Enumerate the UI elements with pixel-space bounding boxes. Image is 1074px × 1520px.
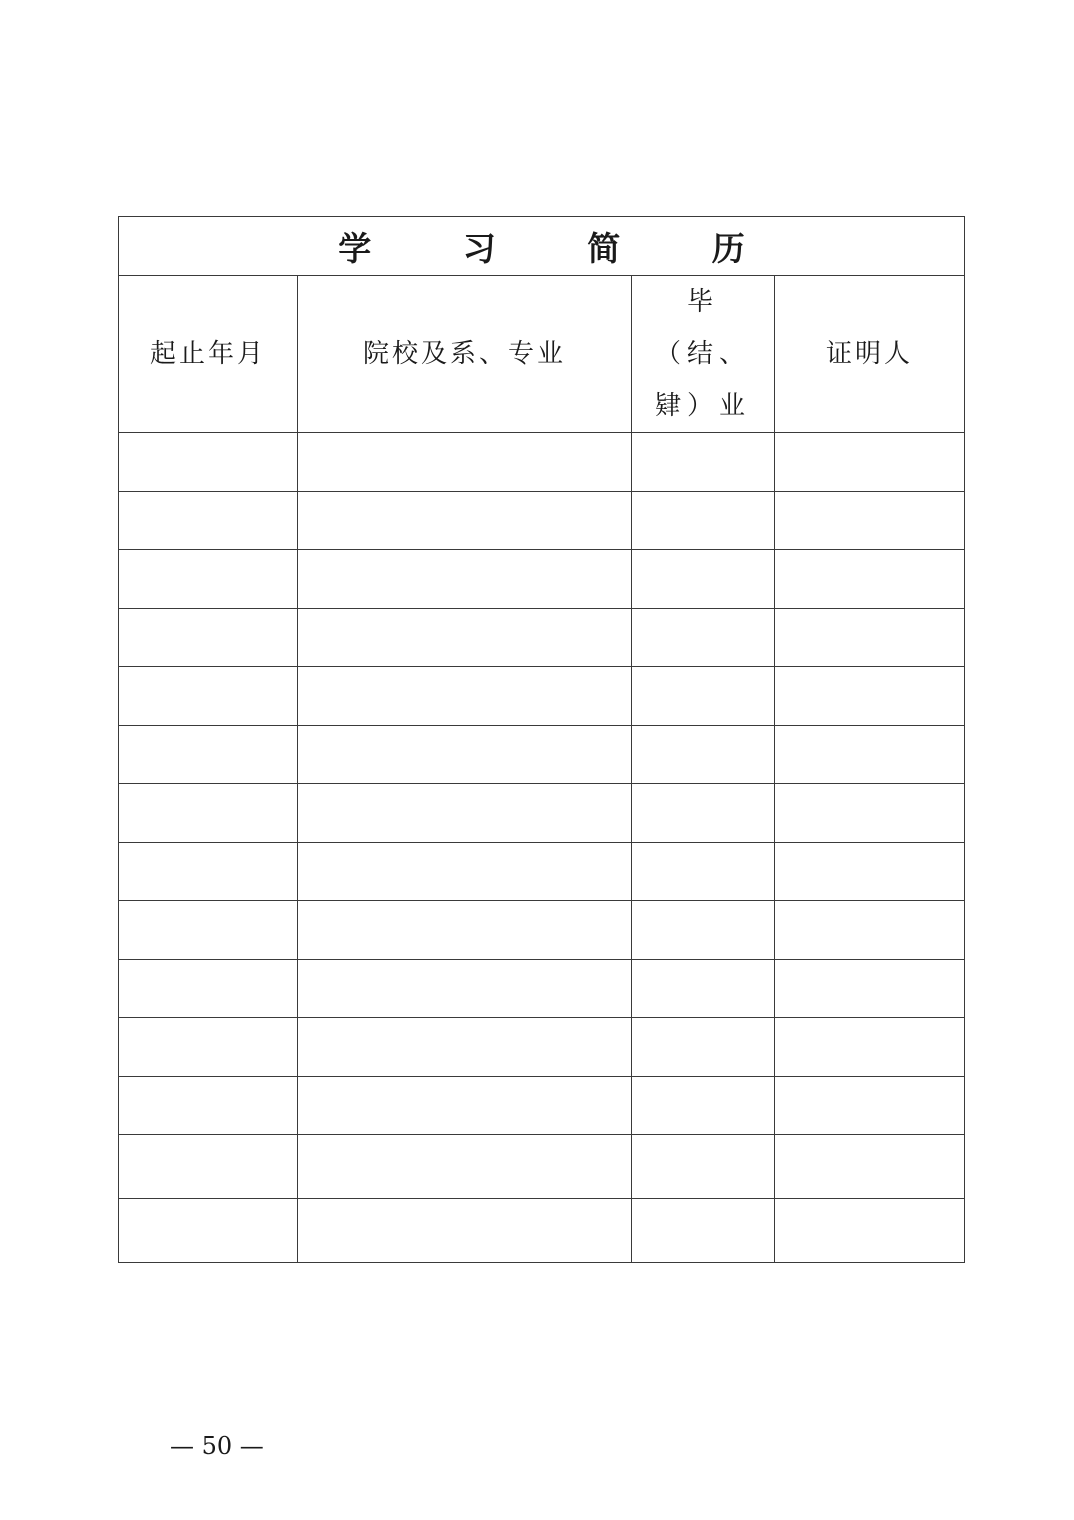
graduation-status-cell[interactable] <box>632 725 775 784</box>
period-cell[interactable] <box>119 433 298 492</box>
page-number: — 50 — <box>170 1432 264 1460</box>
witness-cell[interactable] <box>775 1076 965 1135</box>
table-row <box>119 491 965 550</box>
witness-cell[interactable] <box>775 1199 965 1263</box>
header-period: 起止年月 <box>119 276 298 433</box>
period-cell[interactable] <box>119 1135 298 1199</box>
period-cell[interactable] <box>119 901 298 960</box>
period-cell[interactable] <box>119 959 298 1018</box>
witness-cell[interactable] <box>775 784 965 843</box>
school-major-cell[interactable] <box>298 725 632 784</box>
school-major-cell[interactable] <box>298 1135 632 1199</box>
study-history-table <box>118 216 965 1263</box>
witness-cell[interactable] <box>775 550 965 609</box>
period-cell[interactable] <box>119 842 298 901</box>
table-body <box>119 433 965 1263</box>
table-row <box>119 550 965 609</box>
table-row <box>119 959 965 1018</box>
graduation-status-cell[interactable] <box>632 959 775 1018</box>
table-row <box>119 784 965 843</box>
table-row <box>119 433 965 492</box>
period-cell[interactable] <box>119 1018 298 1077</box>
school-major-cell[interactable] <box>298 491 632 550</box>
school-major-cell[interactable] <box>298 784 632 843</box>
school-major-cell[interactable] <box>298 1199 632 1263</box>
witness-cell[interactable] <box>775 491 965 550</box>
graduation-status-cell[interactable] <box>632 784 775 843</box>
graduation-status-cell[interactable] <box>632 1135 775 1199</box>
table-row <box>119 1076 965 1135</box>
school-major-cell[interactable] <box>298 1076 632 1135</box>
period-cell[interactable] <box>119 725 298 784</box>
graduation-status-cell[interactable] <box>632 667 775 726</box>
period-cell[interactable] <box>119 1199 298 1263</box>
period-cell[interactable] <box>119 667 298 726</box>
school-major-cell[interactable] <box>298 550 632 609</box>
witness-cell[interactable] <box>775 1135 965 1199</box>
table-row <box>119 667 965 726</box>
witness-cell[interactable] <box>775 901 965 960</box>
school-major-cell[interactable] <box>298 901 632 960</box>
table-title-row <box>119 217 965 276</box>
table-row <box>119 1018 965 1077</box>
period-cell[interactable] <box>119 1076 298 1135</box>
school-major-cell[interactable] <box>298 1018 632 1077</box>
graduation-status-cell[interactable] <box>632 608 775 667</box>
graduation-status-cell[interactable] <box>632 901 775 960</box>
period-cell[interactable] <box>119 608 298 667</box>
table-row <box>119 1135 965 1199</box>
school-major-cell[interactable] <box>298 667 632 726</box>
table-row <box>119 1199 965 1263</box>
graduation-status-cell[interactable] <box>632 491 775 550</box>
graduation-status-cell[interactable] <box>632 1076 775 1135</box>
table-row <box>119 608 965 667</box>
witness-cell[interactable] <box>775 433 965 492</box>
period-cell[interactable] <box>119 491 298 550</box>
graduation-status-cell[interactable] <box>632 550 775 609</box>
header-witness: 证明人 <box>775 276 965 433</box>
school-major-cell[interactable] <box>298 842 632 901</box>
witness-cell[interactable] <box>775 725 965 784</box>
graduation-status-cell[interactable] <box>632 1199 775 1263</box>
school-major-cell[interactable] <box>298 608 632 667</box>
table-row <box>119 842 965 901</box>
header-school-major: 院校及系、专业 <box>298 276 632 433</box>
school-major-cell[interactable] <box>298 433 632 492</box>
school-major-cell[interactable] <box>298 959 632 1018</box>
witness-cell[interactable] <box>775 608 965 667</box>
witness-cell[interactable] <box>775 667 965 726</box>
table-header-row <box>119 276 965 433</box>
graduation-status-cell[interactable] <box>632 1018 775 1077</box>
witness-cell[interactable] <box>775 1018 965 1077</box>
table-row <box>119 901 965 960</box>
period-cell[interactable] <box>119 784 298 843</box>
table-title: 学 习 简 历 <box>119 217 965 276</box>
witness-cell[interactable] <box>775 959 965 1018</box>
table-row <box>119 725 965 784</box>
header-graduation-status: 毕（结、肄）业 <box>632 276 775 433</box>
graduation-status-cell[interactable] <box>632 433 775 492</box>
graduation-status-cell[interactable] <box>632 842 775 901</box>
witness-cell[interactable] <box>775 842 965 901</box>
period-cell[interactable] <box>119 550 298 609</box>
